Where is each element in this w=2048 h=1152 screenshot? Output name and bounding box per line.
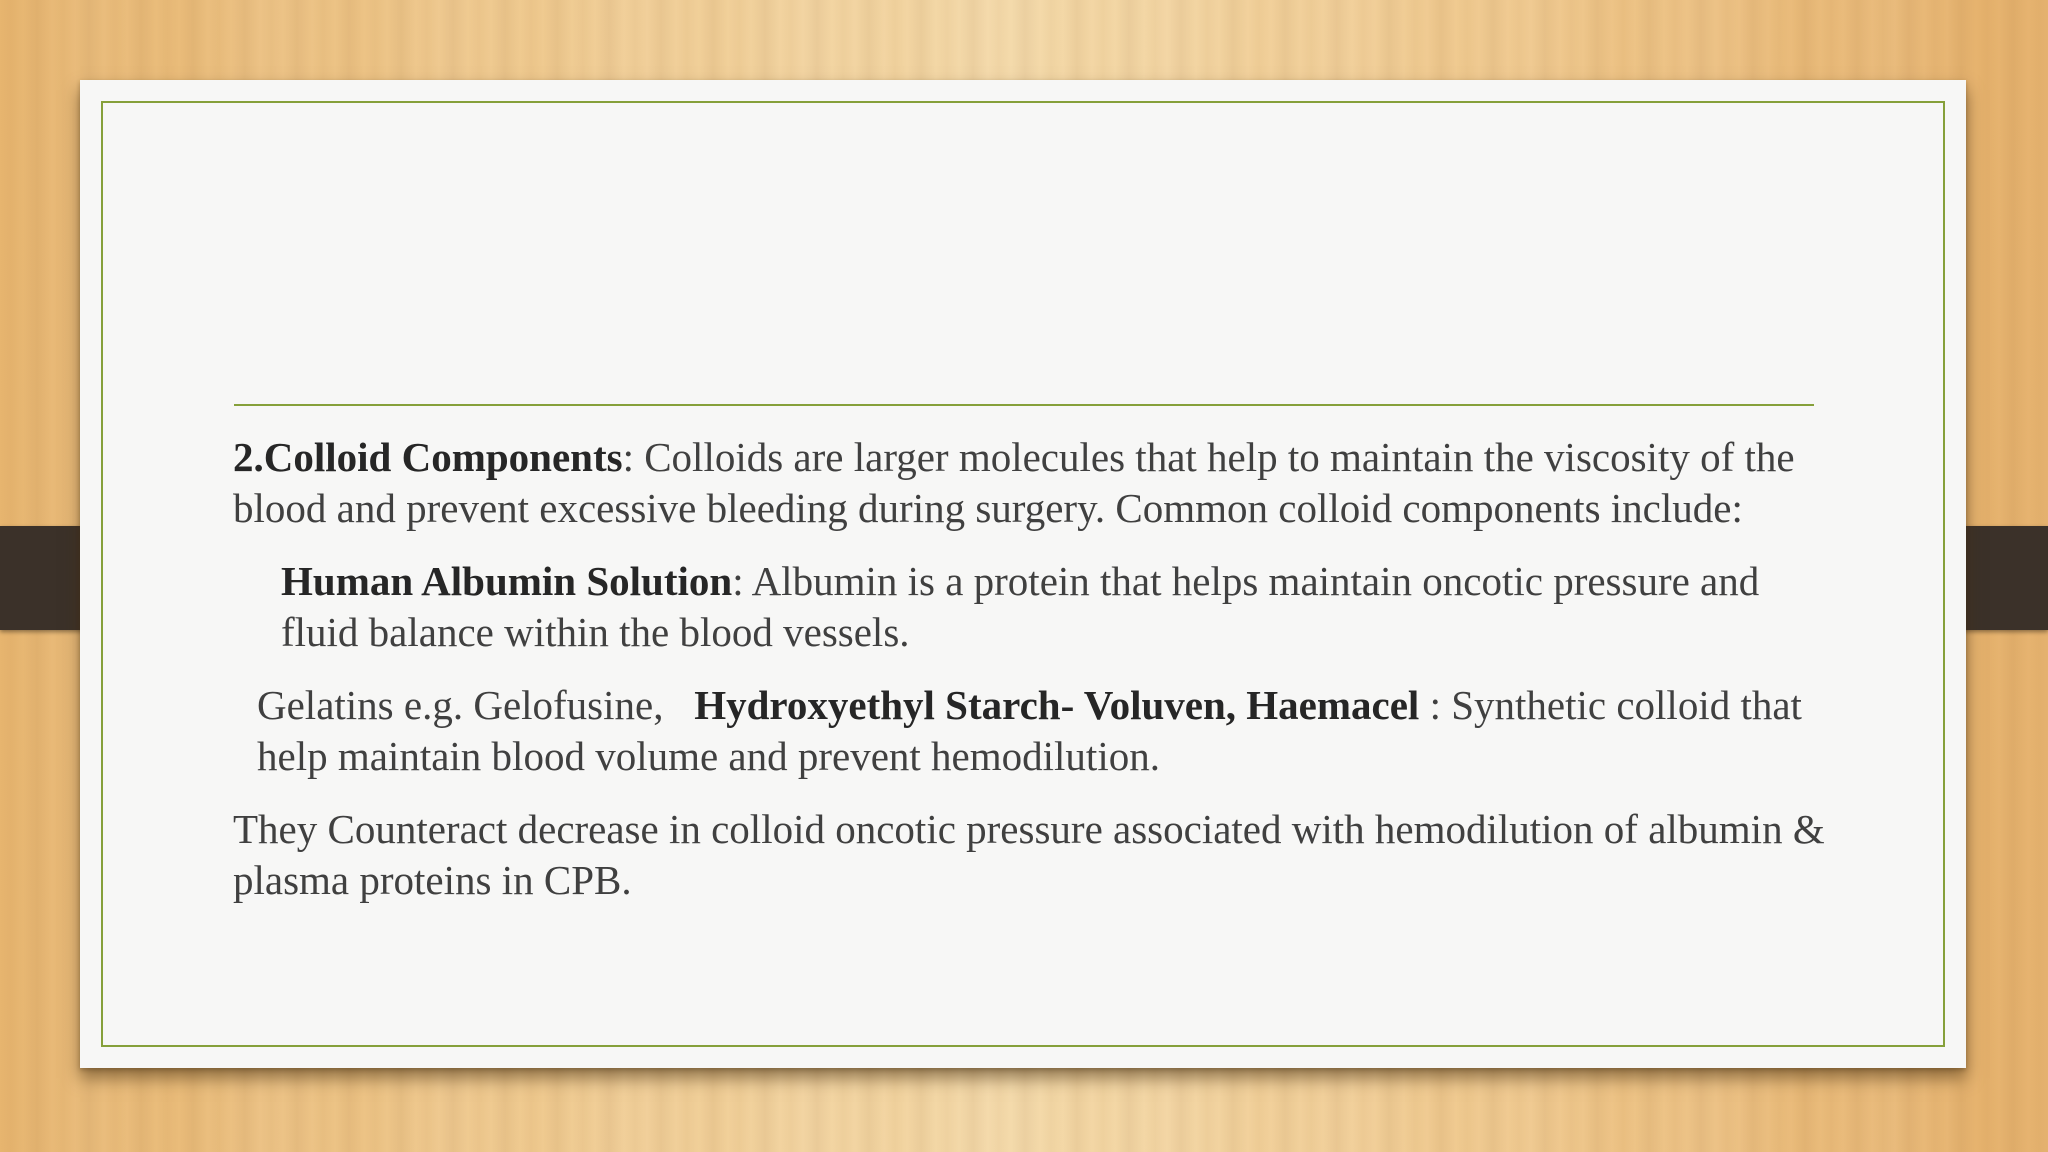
paragraph-counteract: [233, 804, 1833, 906]
paragraph-text-before: Gelatins e.g. Gelofusine,: [257, 682, 695, 728]
paragraph-text: : Albumin is a protein that helps maintain oncotic pressure and fluid balance within the blood vessels.: [281, 558, 1760, 655]
paragraph-text: : Colloids are larger molecules that help to maintain the viscosity of the blood and prevent excessive bleeding during surgery. Common colloid components include:: [233, 434, 1795, 531]
paragraph-gelatins: [233, 680, 1833, 782]
paragraph-human-albumin: [233, 556, 1833, 658]
slide-body: [233, 432, 1833, 928]
bold-lead: 2.Colloid Components: [233, 434, 623, 480]
bold-lead: Human Albumin Solution: [281, 558, 733, 604]
paragraph-colloid-components: [233, 432, 1833, 534]
paragraph-text-after: : Synthetic colloid that help maintain blood volume and prevent hemodilution.: [257, 682, 1802, 779]
bold-term: Hydroxyethyl Starch- Voluven, Haemacel: [694, 682, 1420, 728]
paragraph-text: They Counteract decrease in colloid oncotic pressure associated with hemodilution of albumin & plasma proteins in CPB.: [233, 806, 1825, 903]
title-divider: [234, 404, 1814, 406]
